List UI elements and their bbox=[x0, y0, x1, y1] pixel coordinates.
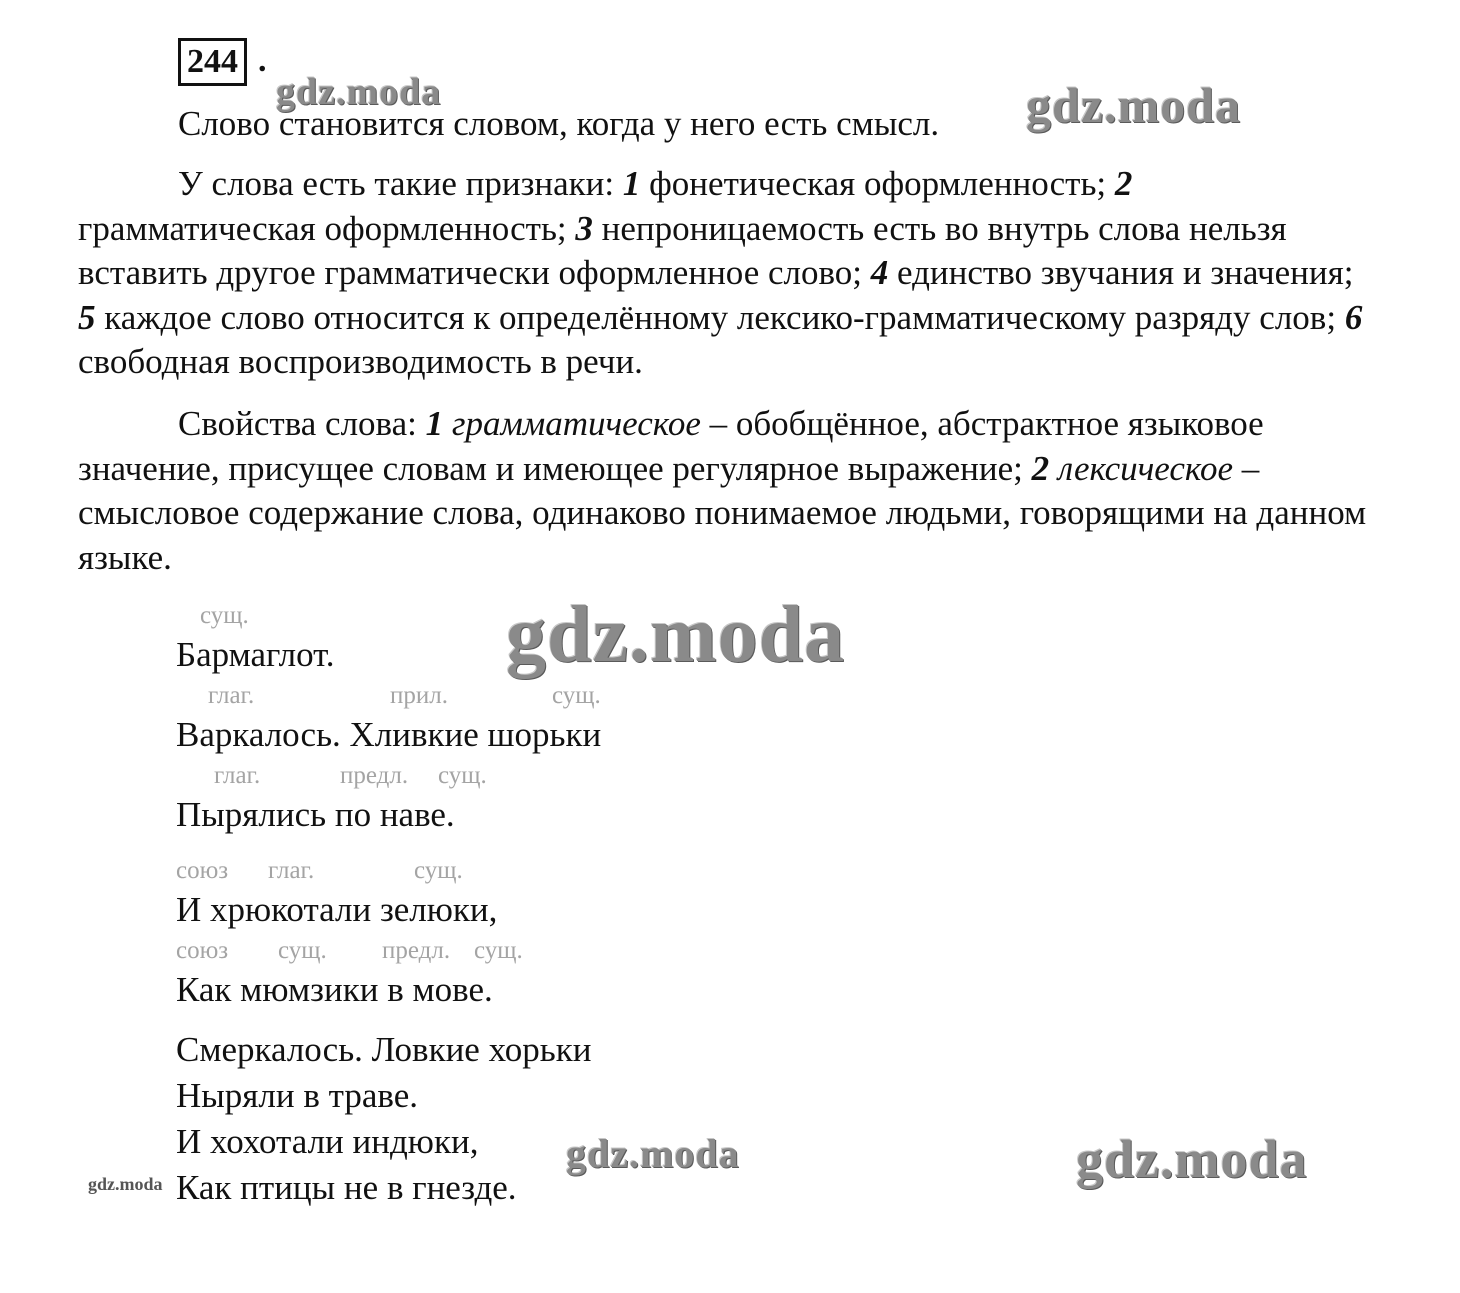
pos-label: предл. bbox=[340, 762, 409, 789]
poem-line: Смеркалось. Ловкие хорьки bbox=[176, 1030, 592, 1069]
pos-label: предл. bbox=[382, 937, 451, 964]
watermark: gdz.moda bbox=[1076, 1129, 1308, 1189]
poem-line: Как мюмзики в мове. bbox=[176, 970, 493, 1009]
feature-number-1: 1 bbox=[622, 164, 641, 203]
watermark: gdz.moda bbox=[506, 591, 846, 679]
pos-label: прил. bbox=[390, 682, 448, 709]
feature-number-2: 2 bbox=[1114, 164, 1133, 203]
pos-label: сущ. bbox=[278, 937, 327, 964]
property-number-2: 2 bbox=[1031, 448, 1050, 488]
poem-title: Бармаглот. bbox=[176, 635, 335, 674]
poem-line: И хохотали индюки, bbox=[176, 1122, 479, 1161]
paragraph-3: Свойства слова: 1 грамматическое – обобщённое, абстрактное языковое значение, присущее словам и имеющее регулярное выражение; 2 лексическое – смысловое содержание слова, одинаково понимаемое людьми, говорящими на данном языке. bbox=[78, 404, 1367, 577]
pos-label: союз bbox=[176, 857, 229, 884]
property-number-1: 1 bbox=[425, 404, 444, 443]
pos-label: союз bbox=[176, 937, 229, 964]
paragraph-2: У слова есть такие признаки: 1 фонетическая оформленность; 2 грамматическая оформленность; 3 непроницаемость есть во внутрь слова нельзя вставить другое грамматически оформленное слово; 4 единство звучания и значения; 5 каждое слово относится к определённому лексико-грамматическому разряду слов; 6 свободная воспроизводимость в речи. bbox=[78, 164, 1363, 381]
watermark: gdz.moda bbox=[276, 71, 442, 113]
pos-label: глаг. bbox=[208, 682, 255, 709]
watermark: gdz.moda bbox=[88, 1174, 163, 1194]
paragraph-1: Слово становится словом, когда у него есть смысл. bbox=[178, 104, 940, 143]
feature-number-3: 3 bbox=[575, 208, 593, 248]
pos-label: сущ. bbox=[414, 857, 463, 884]
pos-label: сущ. bbox=[438, 762, 487, 789]
poem-line: И хрюкотали зелюки, bbox=[176, 890, 498, 929]
pos-label: глаг. bbox=[214, 762, 261, 789]
pos-label: сущ. bbox=[200, 602, 249, 629]
poem-line: Как птицы не в гнезде. bbox=[176, 1168, 517, 1207]
property-term-2: лексическое bbox=[1049, 448, 1233, 488]
property-term-1: грамматическое bbox=[443, 404, 701, 443]
pos-label: сущ. bbox=[474, 937, 523, 964]
feature-number-4: 4 bbox=[870, 253, 889, 292]
feature-number-5: 5 bbox=[78, 297, 96, 337]
pos-label: глаг. bbox=[268, 857, 315, 884]
watermark: gdz.moda bbox=[1026, 77, 1241, 133]
poem-line: Пырялись по наве. bbox=[176, 795, 455, 834]
feature-number-6: 6 bbox=[1344, 297, 1363, 337]
poem-line: Варкалось. Хливкие шорьки bbox=[176, 715, 602, 754]
pos-label: сущ. bbox=[552, 682, 601, 709]
watermark: gdz.moda bbox=[566, 1131, 740, 1176]
exercise-number-dot: . bbox=[258, 42, 267, 79]
exercise-number: 244 bbox=[178, 38, 247, 86]
poem-line: Ныряли в траве. bbox=[176, 1076, 418, 1115]
